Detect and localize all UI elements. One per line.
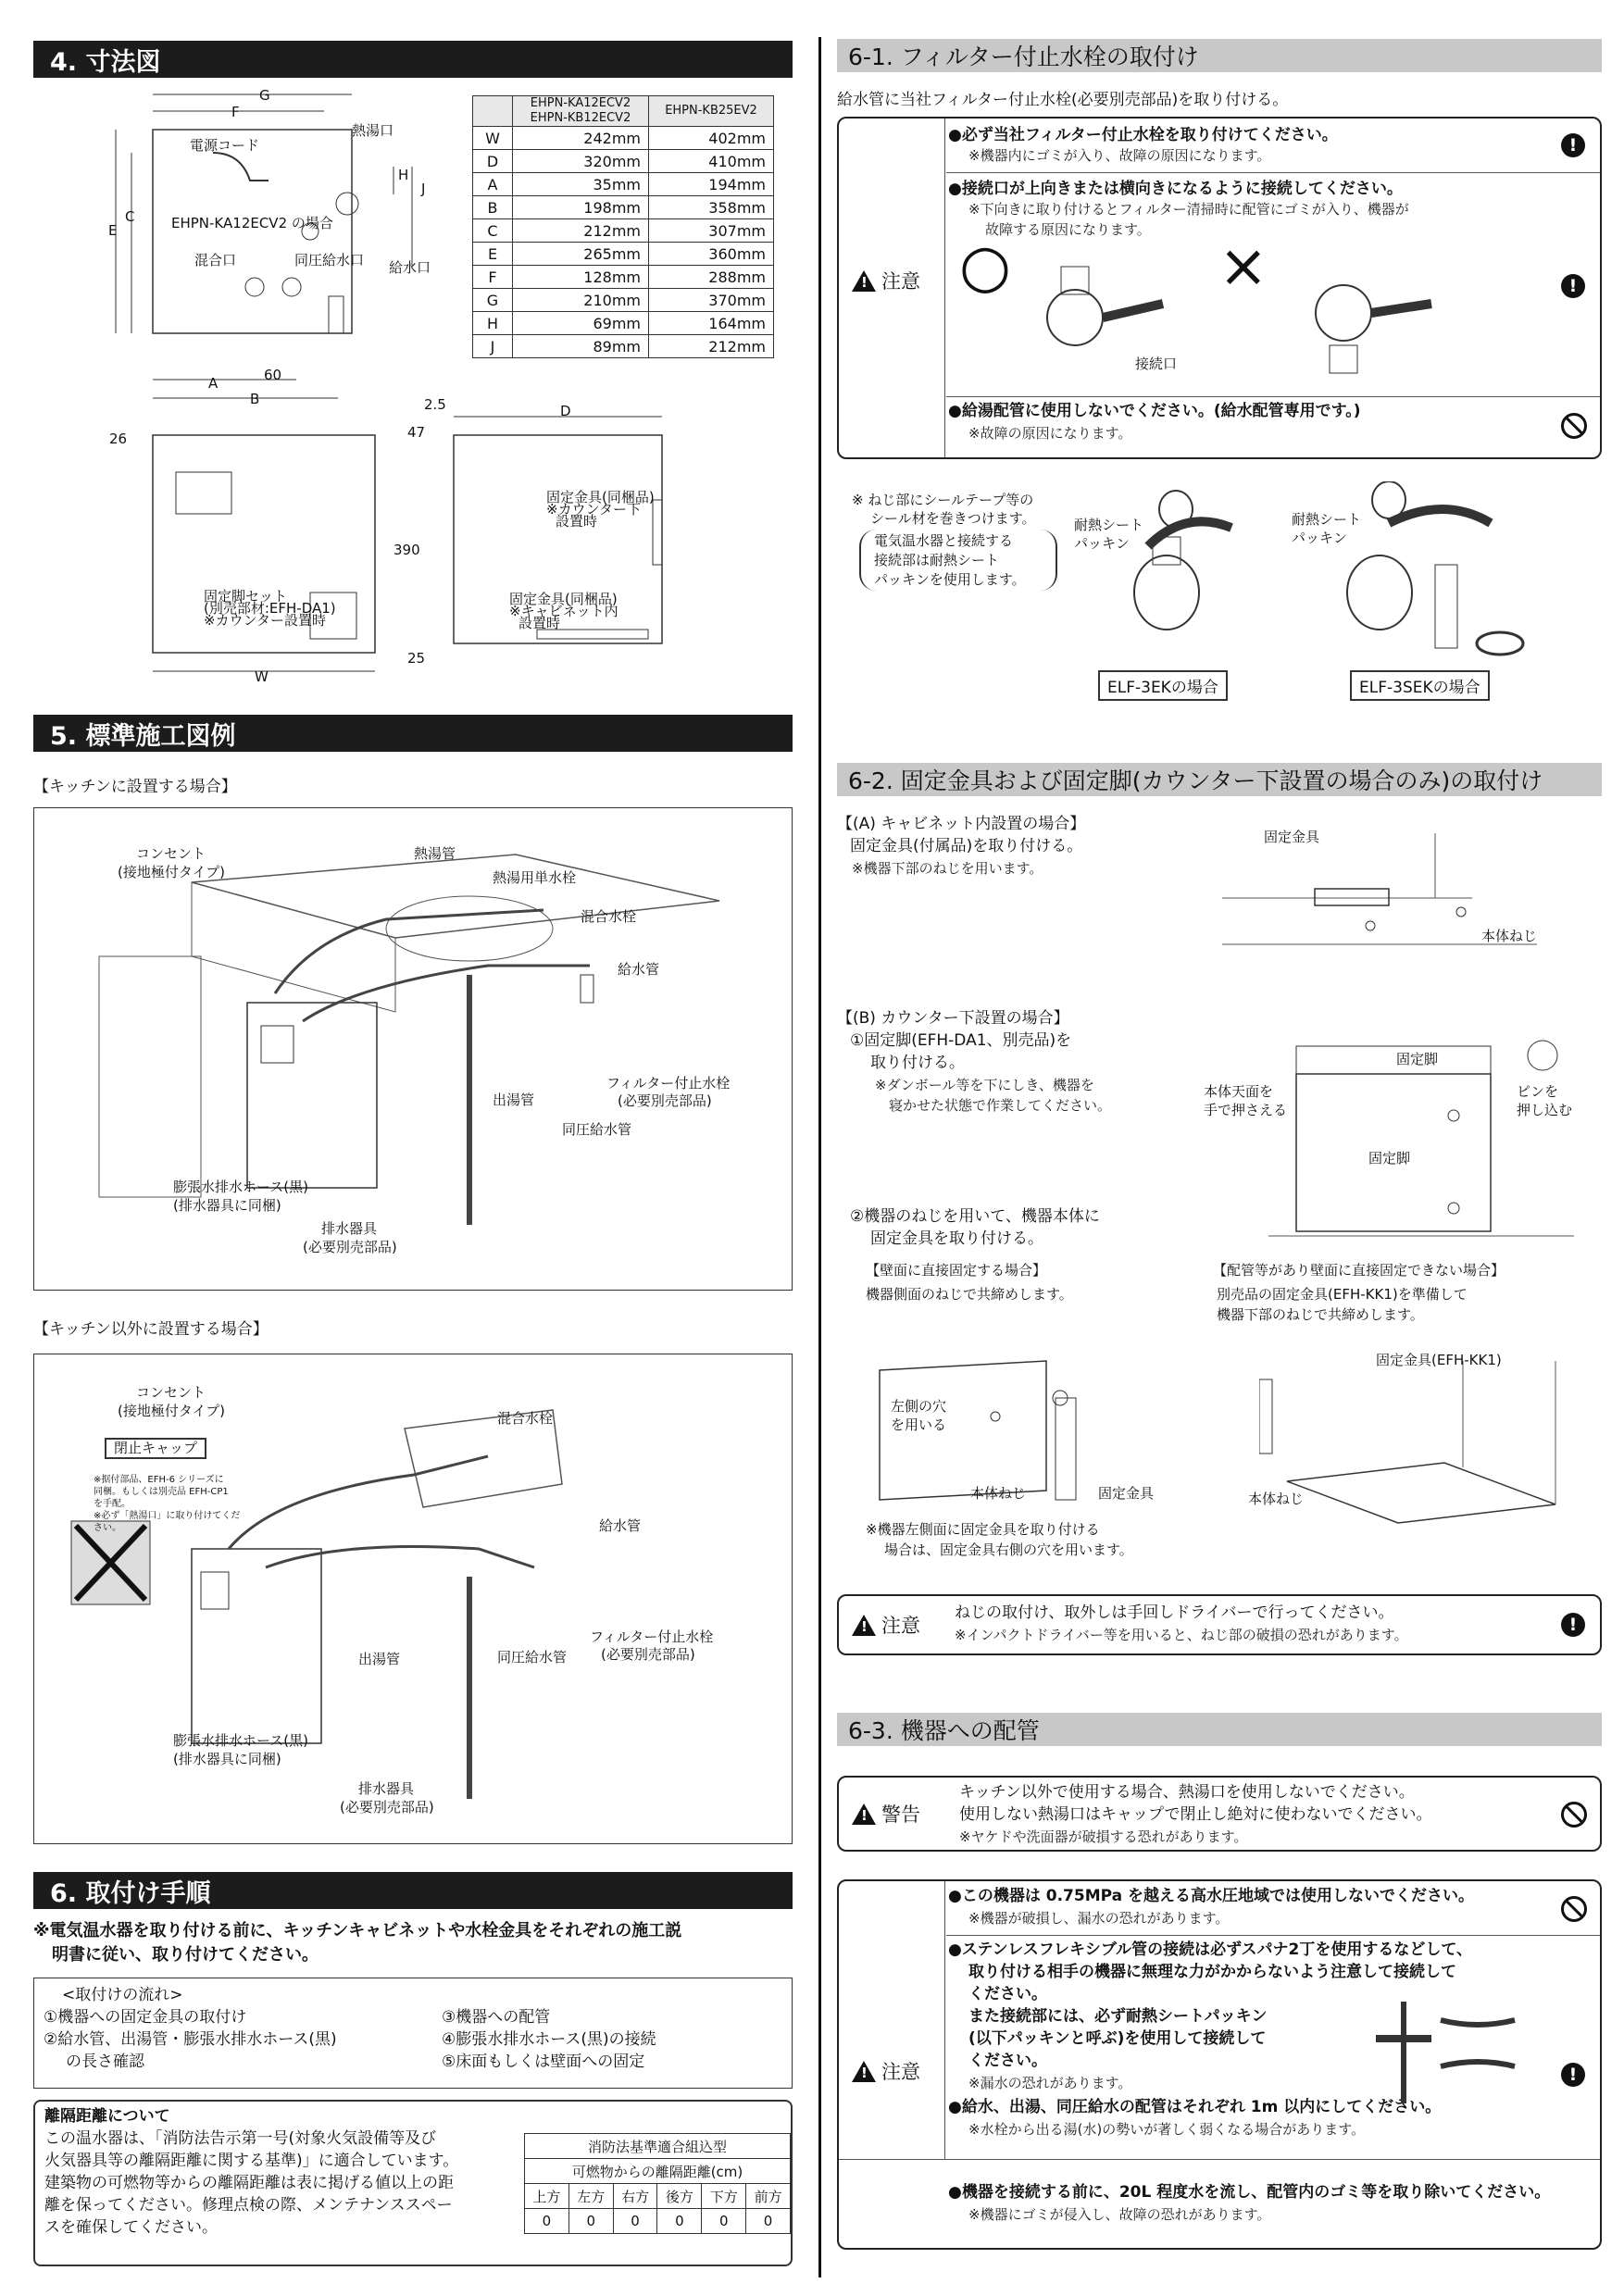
- row-divider: [946, 172, 1600, 173]
- dimension-value-b: 307mm: [649, 219, 774, 243]
- dimension-value-a: 242mm: [513, 127, 649, 150]
- s62-a-line-2: ※機器下部のねじを用います。: [852, 860, 1043, 877]
- exclamation-icon: !: [1561, 1613, 1585, 1637]
- s62-caution-line-1: ねじの取付け、取外しは手回しドライバーで行ってください。: [955, 1603, 1394, 1622]
- dim-60: 60: [264, 367, 282, 383]
- n-hose-label-1: 膨張水排水ホース(黒): [173, 1732, 308, 1749]
- fire-column-header: 左方: [568, 2184, 613, 2209]
- fire-column-header: 右方: [613, 2184, 657, 2209]
- b-leg1-label: 固定脚: [1396, 1051, 1439, 1067]
- separation-line-5: スを確保してください。: [44, 2218, 218, 2237]
- dim-a: A: [208, 375, 219, 392]
- s62-b-line-2b: 固定金具を取り付ける。: [870, 1229, 1043, 1248]
- a-bracket-label: 固定金具: [1264, 829, 1320, 845]
- model-note-label: EHPN-KA12ECV2 の場合: [171, 215, 333, 231]
- s61-intro: 給水管に当社フィルター付止水栓(必要別売部品)を取り付ける。: [837, 91, 1289, 109]
- hot-outlet-label: 熱湯口: [352, 122, 394, 139]
- b-press-label-2: 手で押さえる: [1204, 1102, 1288, 1118]
- s63-caution-box: [837, 1879, 1602, 2250]
- dimension-value-b: 288mm: [649, 266, 774, 289]
- n-filter-label-1: フィルター付止水栓: [590, 1628, 714, 1645]
- dimension-key: J: [473, 335, 513, 358]
- s61-caution-label: [852, 267, 920, 294]
- fire-columns-row: [525, 2184, 791, 2209]
- b-press-label-1: 本体天面を: [1204, 1083, 1274, 1100]
- dimension-row: [473, 243, 774, 266]
- left-side-note-2: 場合は、固定金具右側の穴を用います。: [884, 1541, 1133, 1558]
- dimension-value-a: 320mm: [513, 150, 649, 173]
- elf-valves-svg: [1074, 481, 1593, 667]
- flow-step-4: ④膨張水排水ホース(黒)の接続: [442, 2030, 656, 2049]
- s63-note-1: ※機器が破損し、漏水の恐れがあります。: [968, 1910, 1230, 1927]
- flow-step-2: ②給水管、出湯管・膨張水排水ホース(黒): [44, 2030, 337, 2049]
- bracket-label-3: 設置時: [556, 513, 598, 530]
- ok-circle-icon: ○: [959, 232, 1011, 301]
- tape-note-4: 接続部は耐熱シート: [874, 552, 1000, 568]
- fire-head-1: 消防法基準適合組込型: [525, 2134, 791, 2159]
- s63-warning-line-1: キッチン以外で使用する場合、熱湯口を使用しないでください。: [959, 1783, 1415, 1802]
- dimension-value-a: 69mm: [513, 312, 649, 335]
- k-same-pipe-label: 同圧給水管: [562, 1121, 632, 1138]
- dimension-row: [473, 173, 774, 196]
- s63-warning-box: [837, 1776, 1602, 1852]
- row-divider: [946, 396, 1600, 397]
- packing-label-2b: パッキン: [1292, 530, 1347, 546]
- left-side-note-1: ※機器左側面に固定金具を取り付ける: [866, 1521, 1100, 1538]
- water-inlet-label: 給水口: [389, 259, 431, 276]
- s63-warning-label: [852, 1800, 920, 1828]
- k-outlet-label-2: (接地極付タイプ): [118, 864, 225, 880]
- dimension-value-a: 128mm: [513, 266, 649, 289]
- dimension-value-a: 35mm: [513, 173, 649, 196]
- k-filter-label-2: (必要別売部品): [618, 1092, 712, 1109]
- dimension-value-b: 402mm: [649, 127, 774, 150]
- dimension-row: [473, 150, 774, 173]
- s62-b-note-2: 寝かせた状態で作業してください。: [889, 1097, 1112, 1114]
- fixset-label-1: 固定脚セット: [204, 588, 288, 605]
- joint-label: 接続口: [1135, 356, 1178, 372]
- section-6-3-title: 6-3. 機器への配管: [837, 1713, 1602, 1746]
- table-head-model-a2: EHPN-KB12ECV2: [530, 111, 631, 125]
- prohibited-icon: [1561, 1802, 1587, 1828]
- dim-j: J: [421, 181, 426, 197]
- elf-3ek-label: ELF-3EKの場合: [1098, 670, 1228, 701]
- dimension-key: D: [473, 150, 513, 173]
- s63-bullet-2c: ください。: [968, 1985, 1047, 2003]
- s62-b-line-1: ①固定脚(EFH-DA1、別売品)を: [850, 1031, 1072, 1050]
- install-flow-box: [33, 1978, 793, 2089]
- section-6-1-title: 6-1. フィルター付止水栓の取付け: [837, 39, 1602, 72]
- pipe-heading: 【配管等があり壁面に直接固定できない場合】: [1213, 1262, 1505, 1279]
- dimension-row: [473, 219, 774, 243]
- sec6-intro-1: ※電気温水器を取り付ける前に、キッチンキャビネットや水栓金具をそれぞれの施工説: [33, 1921, 682, 1940]
- dimension-value-b: 194mm: [649, 173, 774, 196]
- s63-bullet-4: ●機器を接続する前に、20L 程度水を流し、配管内のゴミ等を取り除いてください。: [948, 2183, 1551, 2202]
- section-6-2-title: 6-2. 固定金具および固定脚(カウンター下設置の場合のみ)の取付け: [837, 763, 1602, 796]
- fire-column-header: 後方: [657, 2184, 702, 2209]
- n-cap-note-5: さい。: [94, 1523, 121, 1533]
- dimension-key: B: [473, 196, 513, 219]
- fixset-label-2: (別売部材:EFH-DA1): [204, 600, 336, 617]
- dimension-key: A: [473, 173, 513, 196]
- packing-label-1a: 耐熱シート: [1074, 517, 1144, 533]
- wall-heading: 【壁面に直接固定する場合】: [866, 1262, 1047, 1279]
- s62-b-line-2: ②機器のねじを用いて、機器本体に: [850, 1207, 1100, 1226]
- dimension-value-b: 410mm: [649, 150, 774, 173]
- spanner-illustration-svg: [1357, 2002, 1543, 2103]
- fire-distance-table: [524, 2133, 791, 2234]
- s63-note-3: ※水栓から出る湯(水)の勢いが著しく弱くなる場合があります。: [968, 2121, 1366, 2138]
- dim-2-5: 2.5: [424, 396, 446, 413]
- dimension-value-b: 370mm: [649, 289, 774, 312]
- flow-step-1: ①機器への固定金具の取付け: [44, 2008, 247, 2027]
- fixset-label-3: ※カウンター設置時: [204, 612, 326, 629]
- dimension-row: [473, 266, 774, 289]
- s63-bullet-2b: 取り付ける相手の機器に無理な力がかからないよう注意して接続して: [968, 1963, 1456, 1981]
- packing-label-1b: パッキン: [1074, 535, 1130, 552]
- fire-column-value: 0: [702, 2209, 746, 2234]
- s61-bullet-3: ●給湯配管に使用しないでください。(給水配管専用です。): [948, 402, 1361, 420]
- dimension-key: G: [473, 289, 513, 312]
- fire-column-header: 下方: [702, 2184, 746, 2209]
- flow-step-3: ③機器への配管: [442, 2008, 551, 2027]
- body-screw2-label: 本体ねじ: [1248, 1491, 1305, 1507]
- fire-values-row: [525, 2209, 791, 2234]
- dimension-table: [472, 95, 774, 358]
- n-cap-label: 閉止キャップ: [105, 1438, 206, 1459]
- separation-line-3: 建築物の可燃物等からの離隔距離は表に掲げる値以上の距: [44, 2174, 454, 2192]
- power-cord-label: 電源コード: [190, 137, 260, 154]
- tape-note-2: シール材を巻きつけます。: [870, 510, 1036, 527]
- s61-note-1: ※機器内にゴミが入り、故障の原因になります。: [968, 147, 1271, 164]
- fire-head-2: 可燃物からの離隔距離(cm): [525, 2159, 791, 2184]
- fire-column-header: 上方: [525, 2184, 569, 2209]
- fire-column-value: 0: [613, 2209, 657, 2234]
- k-hose-label-1: 膨張水排水ホース(黒): [173, 1179, 308, 1195]
- n-cap-note-4: ※必ず「熱湯口」に取り付けてくだ: [94, 1511, 241, 1521]
- dim-25: 25: [407, 650, 426, 667]
- dim-390: 390: [394, 542, 420, 558]
- dim-f: F: [231, 104, 240, 120]
- flow-title: <取付けの流れ>: [62, 1986, 183, 2004]
- k-mix-faucet-label: 混合水栓: [581, 908, 637, 925]
- dimension-key: E: [473, 243, 513, 266]
- n-filter-label-2: (必要別売部品): [601, 1646, 695, 1663]
- k-hose-label-2: (排水器具に同梱): [173, 1197, 281, 1214]
- s62-caution-box: [837, 1594, 1602, 1655]
- column-divider: [818, 37, 821, 2277]
- s61-bullet-2: ●接続口が上向きまたは横向きになるように接続してください。: [948, 180, 1403, 198]
- a-screw-label: 本体ねじ: [1481, 928, 1538, 944]
- section-4-title: 4. 寸法図: [33, 41, 793, 78]
- k-drain-label-2: (必要別売部品): [303, 1239, 397, 1255]
- n-hose-label-2: (排水器具に同梱): [173, 1751, 281, 1767]
- s62-b-note-1: ※ダンボール等を下にしき、機器を: [875, 1077, 1094, 1093]
- prohibited-icon: [1561, 1896, 1587, 1922]
- n-outlet-label-1: コンセント: [136, 1384, 206, 1401]
- dim-b: B: [250, 391, 260, 407]
- s63-warning-line-3: ※ヤケドや洗面器が破損する恐れがあります。: [959, 1828, 1248, 1845]
- k-hot-pipe-label: 熱湯管: [414, 845, 456, 862]
- table-head-model-b: EHPN-KB25EV2: [665, 104, 757, 118]
- k-outlet-label-1: コンセント: [136, 845, 206, 862]
- bracket-label: 固定金具: [1098, 1485, 1155, 1502]
- dimension-value-a: 89mm: [513, 335, 649, 358]
- dim-h: H: [398, 167, 409, 183]
- s63-bullet-2d: また接続部には、必ず耐熱シートパッキン: [968, 2007, 1268, 2026]
- s63-bullet-3: ●給水、出湯、同圧給水の配管はそれぞれ 1m 以内にしてください。: [948, 2098, 1442, 2116]
- bracket2-label-3: 設置時: [518, 615, 561, 631]
- dimension-key: F: [473, 266, 513, 289]
- body-screw-label: 本体ねじ: [970, 1485, 1027, 1502]
- dimension-lines-svg: [102, 83, 472, 676]
- kitchen-heading: 【キッチンに設置する場合】: [33, 778, 237, 796]
- s62-b-heading: 【(B) カウンター下設置の場合】: [837, 1009, 1069, 1028]
- exclamation-icon: !: [1561, 2063, 1585, 2087]
- warning-triangle-icon: [852, 2061, 876, 2082]
- n-cap-note-2: 同梱。もしくは別売品 EFH-CP1: [94, 1487, 229, 1497]
- tape-note-5: パッキンを使用します。: [874, 571, 1026, 588]
- warning-triangle-icon: [852, 1803, 876, 1825]
- sec6-intro-2: 明書に従い、取り付けてください。: [52, 1945, 319, 1965]
- table-head-model-a: EHPN-KA12ECV2: [530, 96, 631, 110]
- fire-column-value: 0: [746, 2209, 791, 2234]
- row-divider: [839, 2159, 1600, 2160]
- flow-step-5: ⑤床面もしくは壁面への固定: [442, 2053, 645, 2071]
- dimension-value-b: 358mm: [649, 196, 774, 219]
- tape-note-1: ※ ねじ部にシールテープ等の: [852, 492, 1034, 508]
- separation-title: 離隔距離について: [44, 2107, 170, 2126]
- s63-bullet-2a: ●ステンレスフレキシブル管の接続は必ずスパナ2丁を使用するなどして、: [948, 1940, 1472, 1959]
- exclamation-icon: !: [1561, 274, 1585, 298]
- ng-cross-icon: ×: [1218, 232, 1268, 301]
- kk1-label: 固定金具(EFH-KK1): [1376, 1352, 1502, 1368]
- nonkitchen-diagram: [33, 1354, 793, 1844]
- n-outlet-label-2: (接地極付タイプ): [118, 1403, 225, 1419]
- s63-bullet-1: ●この機器は 0.75MPa を越える高水圧地域では使用しないでください。: [948, 1887, 1475, 1905]
- dimension-value-b: 164mm: [649, 312, 774, 335]
- dimension-key: C: [473, 219, 513, 243]
- n-mix-faucet-label: 混合水栓: [497, 1410, 554, 1427]
- b-pin-label-1: ピンを: [1517, 1083, 1559, 1100]
- s61-note-2a: ※下向きに取り付けるとフィルター清掃時に配管にゴミが入り、機器が: [968, 201, 1409, 218]
- n-same-pipe-label: 同圧給水管: [497, 1649, 568, 1666]
- dimension-value-a: 265mm: [513, 243, 649, 266]
- s63-bullet-2f: ください。: [968, 2052, 1047, 2070]
- separation-line-4: 離を保ってください。修理点検の際、メンテナンススペー: [44, 2196, 453, 2215]
- dim-d: D: [560, 403, 571, 419]
- left-hole-label-1: 左側の穴: [891, 1398, 947, 1415]
- dim-w: W: [255, 668, 269, 685]
- k-filter-label-1: フィルター付止水栓: [606, 1075, 731, 1092]
- pipe-line-2: 機器下部のねじで共締めします。: [1217, 1306, 1424, 1323]
- s63-caution-label: [852, 2057, 920, 2085]
- dimension-key: W: [473, 127, 513, 150]
- dimension-value-a: 198mm: [513, 196, 649, 219]
- section-6-title: 6. 取付け手順: [33, 1872, 793, 1909]
- k-drain-label-1: 排水器具: [321, 1220, 378, 1237]
- caution-vline: [944, 119, 945, 457]
- dimension-value-a: 210mm: [513, 289, 649, 312]
- row-divider: [946, 1935, 1600, 1936]
- s62-a-heading: 【(A) キャビネット内設置の場合】: [837, 815, 1086, 833]
- separation-line-1: この温水器は、「消防法告示第一号(対象火気設備等及び: [44, 2129, 437, 2148]
- s63-warning-line-2: 使用しない熱湯口はキャップで閉止し絶対に使わないでください。: [959, 1805, 1432, 1824]
- k-hot-faucet-label: 熱湯用単水栓: [493, 869, 577, 886]
- n-cap-note-3: を手配。: [94, 1499, 131, 1509]
- valve-orientation-svg: [1024, 248, 1505, 387]
- s61-caution-text: 注意: [881, 270, 920, 293]
- dim-g: G: [259, 87, 270, 104]
- kk1-bracket-svg: [1259, 1342, 1593, 1528]
- elf-3sek-label: ELF-3SEKの場合: [1350, 670, 1490, 701]
- prohibited-icon: [1561, 413, 1587, 439]
- s62-caution-label: [852, 1611, 920, 1639]
- s61-note-2b: 故障する原因になります。: [985, 221, 1151, 238]
- dim-47: 47: [407, 424, 426, 441]
- dim-c: C: [125, 208, 135, 225]
- s61-note-3: ※故障の原因になります。: [968, 425, 1132, 442]
- s63-note-4: ※機器にゴミが侵入し、故障の恐れがあります。: [968, 2206, 1271, 2223]
- caution-vline: [944, 1881, 945, 2159]
- left-hole-label-2: を用いる: [891, 1416, 947, 1433]
- k-out-pipe-label: 出湯管: [493, 1092, 535, 1108]
- warning-triangle-icon: [852, 270, 876, 292]
- pipe-line-1: 別売品の固定金具(EFH-KK1)を準備して: [1217, 1286, 1468, 1303]
- nonkitchen-heading: 【キッチン以外に設置する場合】: [33, 1320, 269, 1339]
- fire-column-header: 前方: [746, 2184, 791, 2209]
- flow-step-2b: の長さ確認: [66, 2053, 144, 2071]
- dimension-row: [473, 335, 774, 358]
- dimension-table-body: [473, 127, 774, 358]
- s62-a-line-1: 固定金具(付属品)を取り付ける。: [850, 837, 1083, 855]
- mix-outlet-label: 混合口: [194, 252, 237, 268]
- tape-note-3: 電気温水器と接続する: [874, 532, 1014, 549]
- dimension-key: H: [473, 312, 513, 335]
- same-pressure-label: 同圧給水口: [294, 252, 365, 268]
- dimension-row: [473, 196, 774, 219]
- s62-caution-text: 注意: [881, 1615, 920, 1637]
- fire-column-value: 0: [568, 2209, 613, 2234]
- s63-bullet-2e: (以下パッキンと呼ぶ)を使用して接続して: [968, 2029, 1267, 2048]
- s62-caution-line-2: ※インパクトドライバー等を用いると、ねじ部の破損の恐れがあります。: [955, 1627, 1408, 1643]
- kitchen-diagram: [33, 807, 793, 1291]
- s61-bullet-1: ●必ず当社フィルター付止水栓を取り付けてください。: [948, 126, 1338, 144]
- s63-caution-text: 注意: [881, 2061, 920, 2083]
- cabinet-bracket-svg: [1222, 833, 1593, 991]
- k-supply-pipe-label: 給水管: [618, 961, 660, 978]
- dimension-row: [473, 127, 774, 150]
- fire-column-value: 0: [525, 2209, 569, 2234]
- dimension-row: [473, 312, 774, 335]
- n-out-pipe-label: 出湯管: [358, 1651, 401, 1667]
- s63-warning-text: 警告: [881, 1803, 920, 1826]
- n-drain-label-2: (必要別売部品): [340, 1799, 434, 1816]
- exclamation-icon: !: [1561, 133, 1585, 157]
- wall-line-1: 機器側面のねじで共締めします。: [866, 1286, 1073, 1303]
- dimension-value-b: 360mm: [649, 243, 774, 266]
- section-5-title: 5. 標準施工図例: [33, 715, 793, 752]
- s61-caution-box: [837, 117, 1602, 459]
- dimension-value-a: 212mm: [513, 219, 649, 243]
- s62-b-line-1b: 取り付ける。: [870, 1054, 965, 1072]
- bracket2-label-1: 固定金具(同梱品): [509, 591, 618, 607]
- b-pin-label-2: 押し込む: [1517, 1102, 1573, 1118]
- bracket-label-2: ※カウンター下: [546, 501, 641, 518]
- nonkitchen-illustration-svg: [34, 1354, 792, 1843]
- dimension-row: [473, 289, 774, 312]
- dimension-value-b: 212mm: [649, 335, 774, 358]
- dim-26: 26: [109, 430, 128, 447]
- warning-triangle-icon: [852, 1615, 876, 1636]
- bracket-label-1: 固定金具(同梱品): [546, 489, 655, 505]
- packing-label-2a: 耐熱シート: [1292, 511, 1362, 528]
- bracket2-label-2: ※キャビネット内: [509, 603, 618, 619]
- separation-line-2: 火気器具等の離隔距離に関する基準)」に適合しています。: [44, 2152, 459, 2170]
- n-drain-label-1: 排水器具: [358, 1780, 415, 1797]
- separation-box: [33, 2100, 793, 2266]
- side-view-svg: [444, 398, 704, 676]
- n-cap-note-1: ※据付部品、EFH-6 シリーズに: [94, 1475, 224, 1485]
- n-supply-pipe-label: 給水管: [599, 1517, 642, 1534]
- s63-note-2: ※漏水の恐れがあります。: [968, 2075, 1132, 2091]
- fire-column-value: 0: [657, 2209, 702, 2234]
- dim-e: E: [108, 222, 118, 239]
- b-leg2-label: 固定脚: [1368, 1150, 1411, 1167]
